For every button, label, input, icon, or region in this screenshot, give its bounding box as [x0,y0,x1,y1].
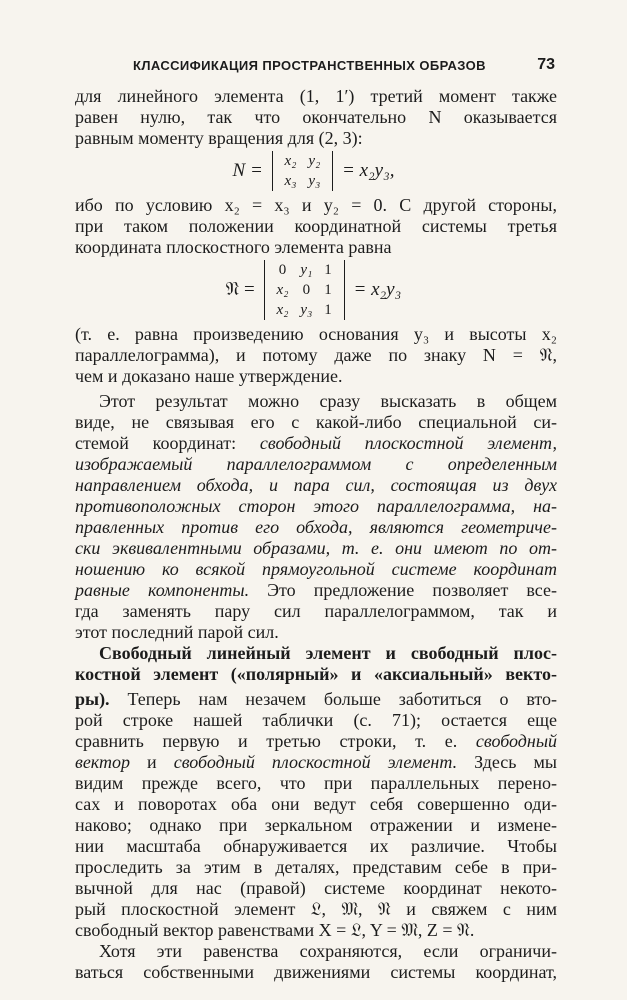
matrix-cell: 0 [302,281,311,298]
text-line: равен нулю, так что окончательно N оказывается [75,107,557,127]
italic-span: свободный плоскостной элемент. [173,752,458,772]
text-line: (т. е. равна произведению основания y₃ и высоты x₂ [75,324,557,344]
text-line: для линейного элемента (1, 1′) третий момент также [75,86,557,106]
text-line: вычной для нас (правой) системе координат некото- [75,878,557,898]
text-line [75,580,557,601]
text-line: равным моменту вращения для (2, 3): [75,128,363,148]
text-line [75,731,557,752]
text-line: видим прежде всего, что при параллельных перено- [75,773,557,793]
text-line: рый плоскостной элемент 𝔏, 𝔐, 𝔑 и свяжем с ним [75,899,557,919]
text-span: сравнить первую и третью строки, т. е. [75,731,458,751]
matrix-cell: x₃ [284,172,297,189]
text-line: виде, не связывая его с какой-либо специальной си- [75,412,557,432]
text-span: и [147,752,157,772]
determinant-matrix [264,260,345,320]
matrix-cell: x₂ [284,152,297,169]
text-line: ваться собственными движениями системы координат, [75,962,557,982]
page-number: 73 [537,56,555,73]
determinant-matrix [272,151,334,191]
text-line: направлением обхода, и пара сил, состоящая из двух [75,475,557,495]
text-line: правленных против его обхода, являются геометриче- [75,517,557,537]
formula-lhs: N = [232,160,263,181]
text-span: стемой координат: [75,433,237,453]
text-line: ибо по условию x₂ = x₃ и y₂ = 0. С другой стороны, [75,195,557,215]
text-line: координата плоскостного элемента равна [75,237,392,257]
text-line: рой строке нашей таблички (с. 71); остается еще [75,710,557,730]
italic-span: вектор [75,752,130,772]
text-line: свободный вектор равенствами X = 𝔏, Y = 𝔐, Z = 𝔑. [75,920,475,940]
matrix-cell: 1 [324,281,332,298]
text-span: Здесь мы [474,752,558,772]
text-line: наково; однако при зеркальном отражении и измене- [75,815,557,835]
running-header [133,56,563,78]
matrix-cell: x₂ [276,301,289,318]
text-line: ски эквивалентными образами, т. е. они имеют по от- [75,538,557,558]
formula-rhs: = x₂y₃, [342,160,395,181]
formula-determinant-3x3 [0,260,627,320]
formula-determinant-2x2 [0,151,627,191]
running-title: КЛАССИФИКАЦИЯ ПРОСТРАНСТВЕННЫХ ОБРАЗОВ [133,58,486,73]
text-line: этот последний парой сил. [75,622,279,642]
text-line: сах и поворотах оба они ведут себя совершенно оди- [75,794,557,814]
matrix-cell: 1 [324,261,332,278]
text-line: параллелограмма), и потому даже по знаку N = 𝔑, [75,345,557,365]
text-line [75,433,557,454]
section-heading-line: Свободный линейный элемент и свободный плос- [99,643,557,663]
heading-span: ры). [75,689,110,709]
formula-lhs: 𝔑 = [225,279,255,300]
matrix-cell: x₂ [276,281,289,298]
text-span: Это предложение позволяет все- [267,580,557,600]
matrix-cell: y₁ [300,261,313,278]
text-line: нии масштаба обнаруживается их различие. Чтобы [75,836,557,856]
italic-span: равные компоненты. [75,580,250,600]
text-line: при таком положении координатной системы третья [75,216,557,236]
text-line: изображаемый параллелограммом с определенным [75,454,557,474]
matrix-cell: 0 [278,261,287,278]
text-line [75,689,557,710]
matrix-cell: y₂ [308,152,321,169]
text-line: противоположных сторон этого параллелограмма, на- [75,496,557,516]
italic-span: свободный [475,731,558,751]
formula-rhs: = x₂y₃ [353,279,402,300]
matrix-cell: y₃ [308,172,321,189]
section-heading-line: костной элемент («полярный» и «аксиальный» векто- [75,664,557,684]
text-line: ношению ко всякой прямоугольной системе координат [75,559,557,579]
italic-span: свободный плоскостной элемент, [259,433,557,453]
text-line: проследить за этим в деталях, представим себе в при- [75,857,557,877]
text-line: Этот результат можно сразу высказать в общем [99,391,557,411]
matrix-cell: y₃ [300,301,313,318]
text-line: Хотя эти равенства сохраняются, если ограничи- [99,941,557,961]
text-line: гда заменять пару сил параллелограммом, так и [75,601,557,621]
text-line [75,752,557,773]
text-span: Теперь нам незачем больше заботиться о вто- [127,689,558,709]
matrix-cell: 1 [324,301,332,318]
text-line: чем и доказано наше утверждение. [75,366,343,386]
